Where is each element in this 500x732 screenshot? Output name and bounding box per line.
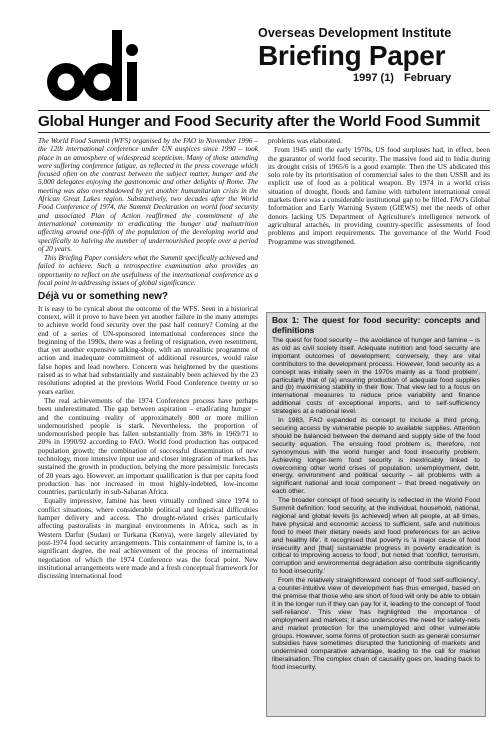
intro-paragraph: The World Food Summit (WFS) organised by the FAO in November 1996 – the 12th international conference under UN auspices since 1990 – took place in an atmosphere of widespread scepticism. Many of those attending were suffering conference fatigue, as reflected in the press coverage which focused often on the contrast between the subject matter, hunger and the 5,000 delegates enjoying the gastronomic and other delights of Rome. The meeting was also overshadowed by yet another humanitarian crisis in the African Great Lakes region. Substantively, two decades after the World Food Conference of 1974, the Summit Declaration on world food security and associated Plan of Action reaffirmed the commitment of the international community to eradicating the hunger and malnutrition affecting around one-fifth of the population of the developing world and specifically to halving the number of undernourished people over a period of 20 years. — [38, 137, 258, 253]
top-rule — [38, 110, 490, 111]
box-1 — [266, 312, 486, 717]
body-paragraph: problems was elaborated. — [268, 137, 342, 145]
intro-paragraph: This Briefing Paper considers what the Summit specifically achieved and failed to achieve. Such a retrospective examination also provides an opportunity to reflect on the usefulness of the international conference as a focal point in addressing issues of global significance. — [38, 254, 258, 288]
box-paragraph: The quest for food security – the avoidance of hunger and famine – is as old as civil society itself. Adequate nutrition and food security are important outcomes of development; conversely, they are vital contributors to the development process. However, food security as a concept was initially seen in the 1970s mainly as a 'food problem', particularly that of (a) ensuring production of adequate food supplies and (b) maximising stability in their flow. That view led to a focus on international measures to reduce price variability and finance additional costs of exceptional imports, and to self-sufficiency strategies at a national level. — [272, 337, 480, 416]
body-paragraph: It is easy to be cynical about the outcome of the WFS. Seen in a historical context, will it prove to have been yet another failure in the many attempts to achieve world food security over the past half century? Coming at the end of a series of UN-sponsored international conferences since the beginning of the 1990s, there was a feeling of resignation, even resentment, that yet another expensive talking-shop, with an unrealistic programme of action and inadequate commitment of additional resources, would raise false hopes and lead nowhere. Concern was heightened by the questions raised as to what had substantially and sustainably been achieved by the 23 resolutions adopted at the previous World Food Conference twenty or so years earlier. — [38, 304, 258, 396]
left-column — [38, 137, 258, 581]
organisation-name: Overseas Development Institute — [258, 26, 452, 40]
series-title: Briefing Paper — [258, 40, 446, 71]
issue-month: February — [404, 72, 452, 84]
box-paragraph: In 1983, FAO expanded its concept to include a third prong, securing access by vulnerable people to available supplies. Attention should be balanced between the demand and supply side of the food security equation. The ensuing food problem is, therefore, not synonymous with the world hunger and food insecurity problem. Achieving longer-term food security is inextricably linked to overcoming other world crises of population, unemployment, debt, energy, environment and political security – all problems with a significant national and local component – that breed negatively on each other. — [272, 417, 480, 496]
box-paragraph: From the relatively straightforward concept of 'food self-sufficiency', a counter-intuitive view of development has thus emerged, based on the premise that those who are short of food will only be able to obtain it in the longer run if they can pay for it, leading to the concept of 'food self-reliance'. This view 'has highlighted the importance of employment and markets; it also underscores the need for safety-nets and market protection for the unemployed and other vulnerable groups. However, some forms of protection such as general consumer subsidies have sometimes disrupted the functioning of markets and undermined comparative advantage, leading to the call for market liberalisation. The complex chain of causality goes on, leading back to food insecurity. — [272, 577, 480, 672]
headline: Global Hunger and Food Security after the World Food Summit — [38, 113, 480, 130]
issue-info — [353, 72, 458, 84]
box-title: Box 1: The quest for food security: concepts and definitions — [272, 315, 480, 335]
section-heading: Déjà vu or something new? — [38, 291, 169, 303]
body-paragraph: The real achievements of the 1974 Conference process have perhaps been underestimated. The gap between aspiration – eradicating hunger – and the continuing reality of approximately 800 or more million undernourished people is stark. Nevertheless, the proportion of undernourished people has fallen substantially from 38% in 1969/71 to 20% in 1990/92 according to FAO. World food production has outpaced population growth; the combination of successful dissemination of new technology, more intensive input use and closer integration of markets has sustained the growth in production, belying the more pessimistic forecasts of 20 years ago. However, an important qualification is that per capita food production has not increased in most highly-indebted, low-income countries, particularly in sub-Saharan Africa. — [38, 396, 258, 497]
body-paragraph: From 1945 until the early 1970s, US food surpluses had, in effect, been the guarantor of world food security. The massive food aid to India during its drought crisis of 1965/6 is a good example. Then the US abdicated this solo role by its prioritisation of commercial sales to the then USSR and its explicit use of food as a political weapon. By 1974 in a world crisis situation of drought, floods and famine with turbulent international cereal markets there was a considerable institutional gap to be filled. FAO's Global Information and Early Warning System (GIEWS) met the needs of other donors lacking US Department of Agriculture's intelligence network of agricultural attachés, in providing country-specific assessments of food problems and import requirements. The governance of the World Food Programme was strengthened. — [268, 146, 490, 246]
body-paragraph: Equally impressive, famine has been virtually confined since 1974 to conflict situations, where considerable political and logistical difficulties hamper delivery and access. The drought-related crises particularly affecting pastoralists in marginal environments in Africa, such as in Western Darfur (Sudan) or Turkana (Kenya), were largely alleviated by post-1974 food security arrangements. This containment of famine is, to a significant degree, the real achievement of the process of international negotiation of which the 1974 Conference was the focal point. New institutional arrangements were made and a fresh conceptual framework for discussing international food — [38, 497, 258, 581]
right-column — [268, 137, 490, 247]
box-paragraph: The broader concept of food security is reflected in the World Food Summit definition: food security, at the individual, household, national, regional and global levels [is achieved] when all people, at all times, have physical and economic access to sufficient, safe and nutritious food to meet their dietary needs and food preferences for an active and healthy life'. It recognised that poverty is 'a major cause of food insecurity and [that] sustainable progress in poverty eradication is critical to improving access to food', but noted that 'conflict, terrorism, corruption and environmental degradation also contribute significantly to food insecurity.' — [272, 497, 480, 576]
odi-logo-graphic — [46, 24, 142, 116]
issue-number: 1997 (1) — [353, 72, 394, 84]
headline-rule — [38, 132, 490, 133]
odi-logo — [46, 24, 142, 116]
